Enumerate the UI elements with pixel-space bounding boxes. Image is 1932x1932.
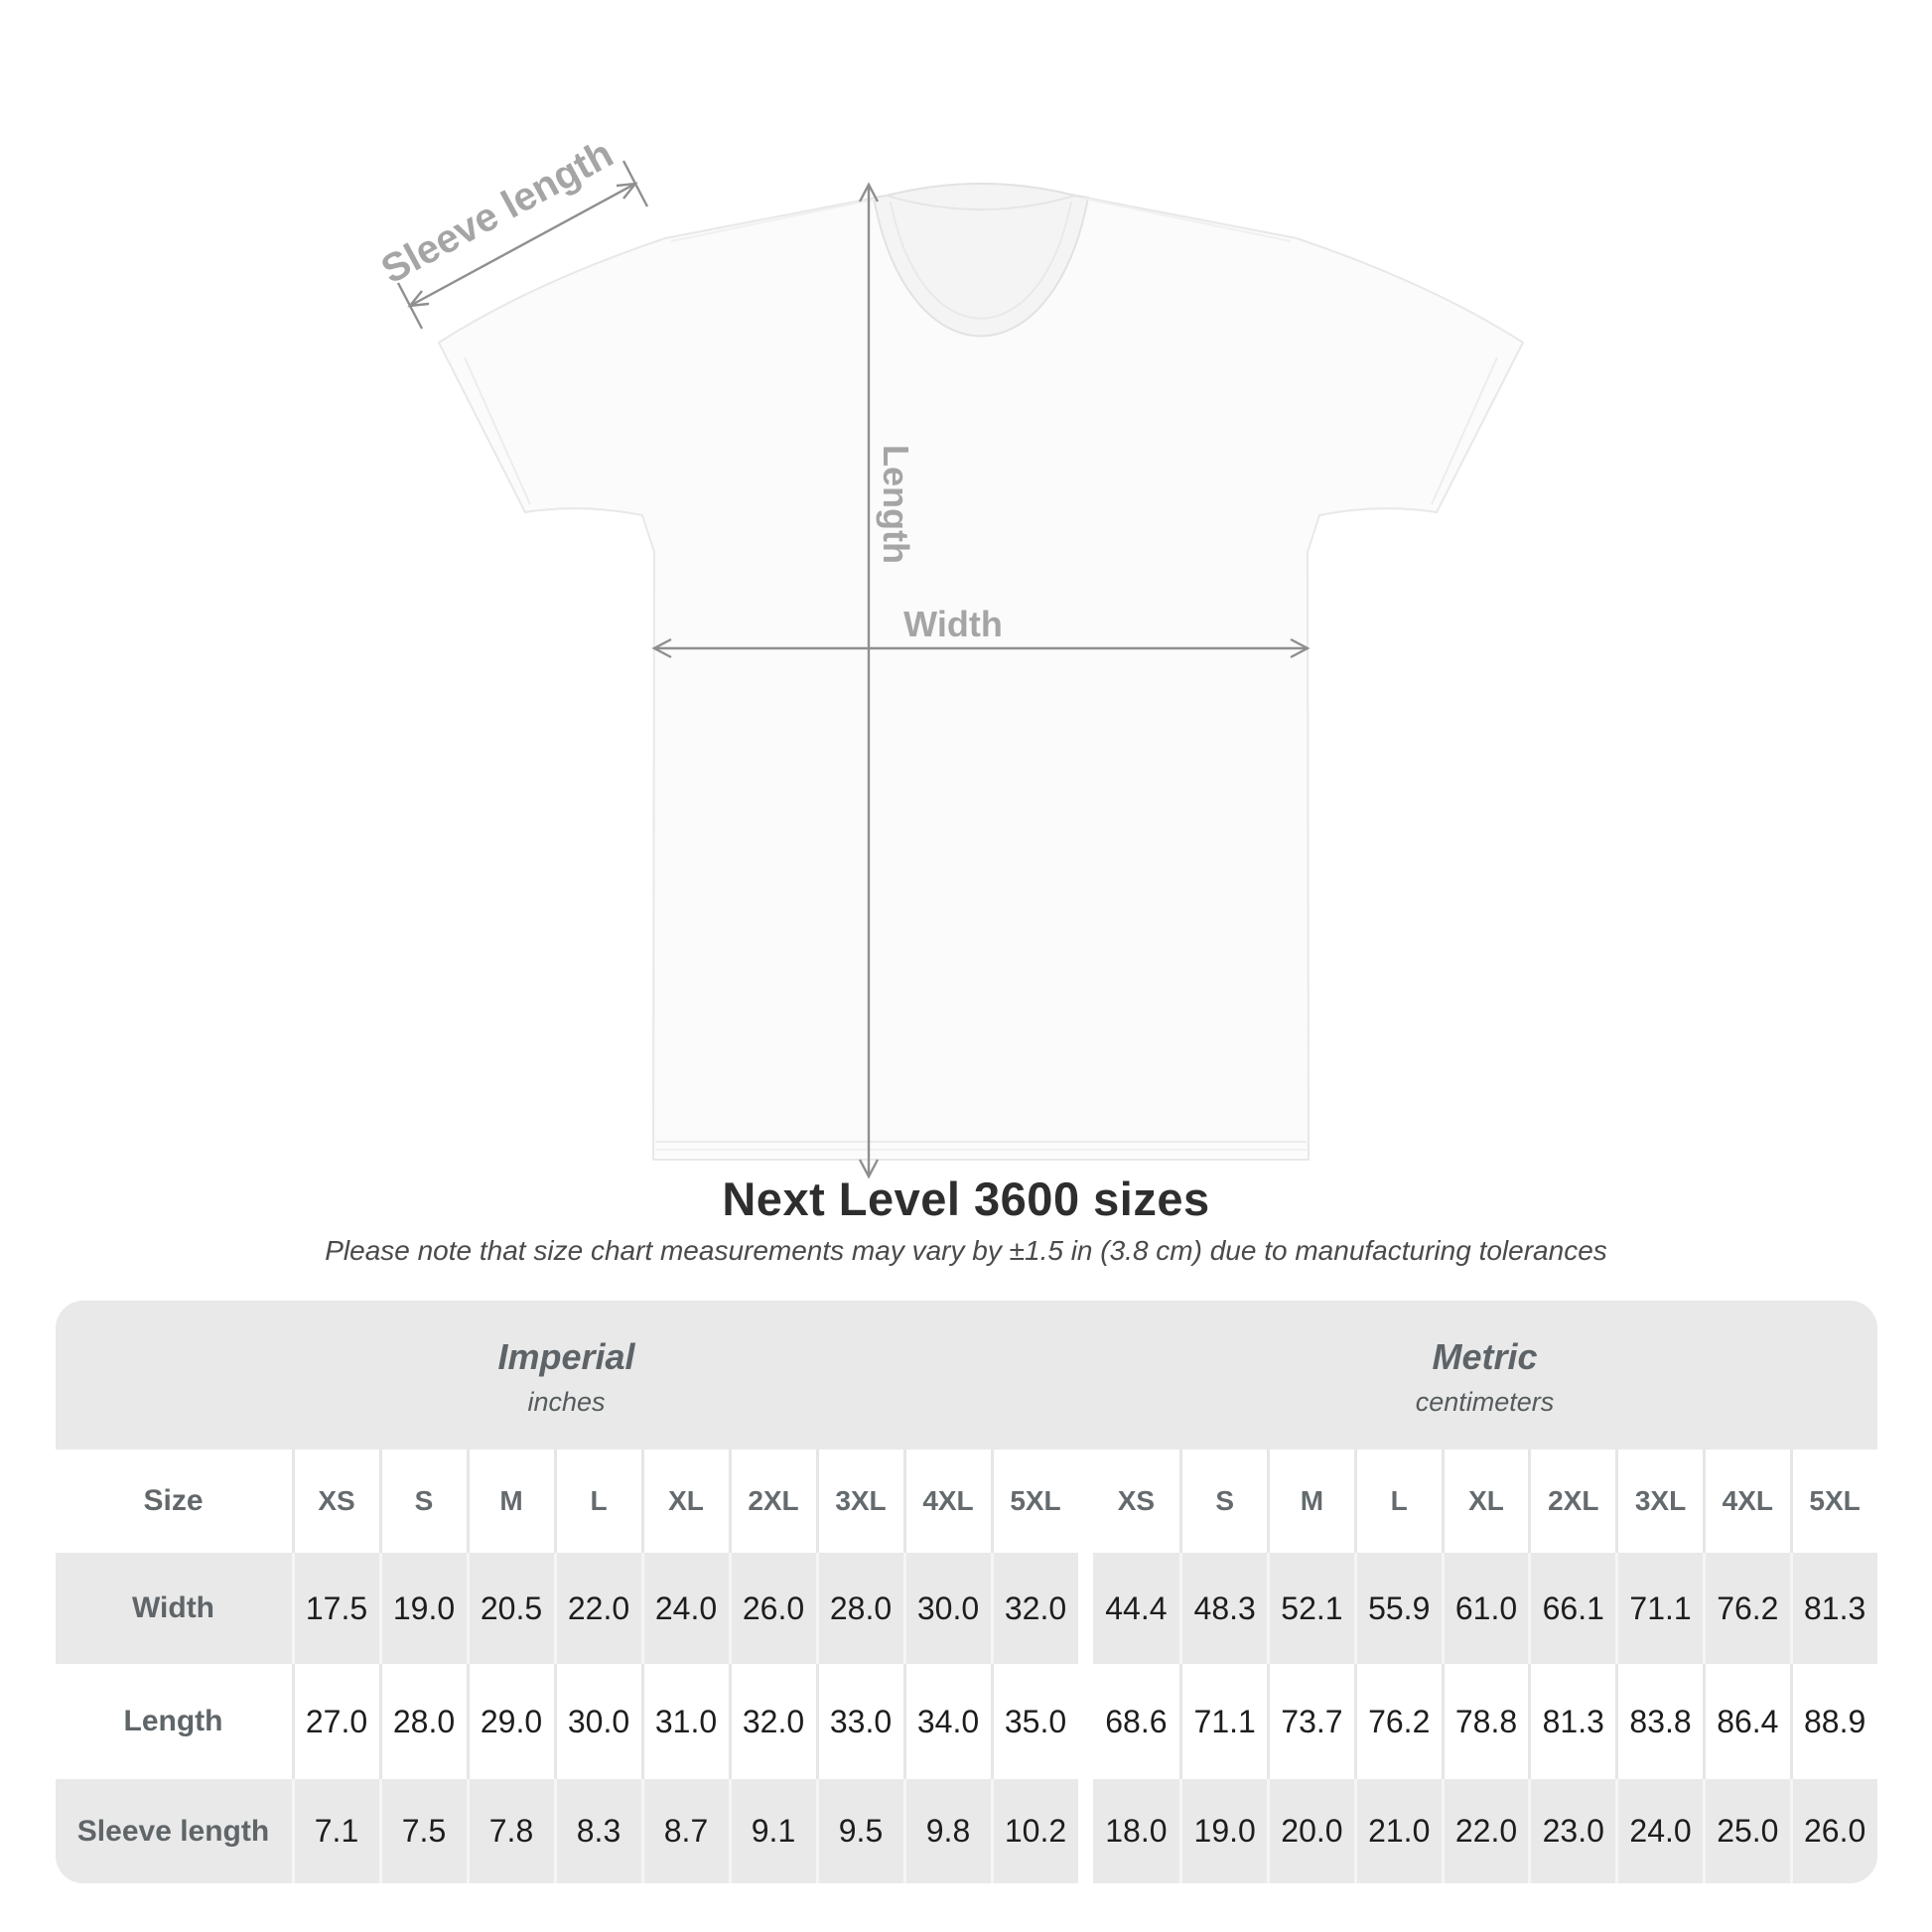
measurement-cell: 19.0 <box>379 1553 467 1664</box>
measurement-cell: 30.0 <box>903 1553 991 1664</box>
imperial-metric-gap <box>1078 1449 1093 1553</box>
measurement-cell: 10.2 <box>991 1779 1078 1883</box>
measurement-cell: 29.0 <box>467 1664 554 1779</box>
measurement-cell: 19.0 <box>1179 1779 1267 1883</box>
measurement-cell: 33.0 <box>816 1664 903 1779</box>
measurement-cell: 81.3 <box>1790 1553 1877 1664</box>
measurement-cell: 66.1 <box>1528 1553 1615 1664</box>
size-table-rows <box>56 1449 1877 1883</box>
size-column-header: 5XL <box>991 1449 1078 1553</box>
measurement-cell: 9.5 <box>816 1779 903 1883</box>
measurement-cell: 26.0 <box>1790 1779 1877 1883</box>
measurement-cell: 24.0 <box>1615 1779 1703 1883</box>
unit-header-band <box>56 1301 1877 1449</box>
row-header: Width <box>131 1591 215 1624</box>
metric-header <box>1093 1301 1877 1449</box>
measurement-cell: 27.0 <box>292 1664 379 1779</box>
size-column-header: XS <box>1117 1485 1156 1516</box>
measurement-cell: 52.1 <box>1267 1553 1354 1664</box>
measurement-cell: 7.5 <box>379 1779 467 1883</box>
measurement-cell: 8.7 <box>641 1779 729 1883</box>
measurement-cell: 48.3 <box>1179 1553 1267 1664</box>
measurement-row <box>56 1779 1877 1883</box>
measurement-cell: 81.3 <box>1528 1664 1615 1779</box>
size-column-header: XS <box>292 1449 379 1553</box>
measurement-cell: 86.4 <box>1703 1664 1790 1779</box>
imperial-unit-label: inches <box>527 1387 606 1417</box>
measurement-cell: 9.8 <box>903 1779 991 1883</box>
size-column-header: M <box>1267 1449 1354 1553</box>
measurement-cell: 68.6 <box>1105 1703 1168 1739</box>
imperial-metric-gap <box>1078 1779 1093 1883</box>
size-corner-header: Size <box>143 1484 204 1517</box>
measurement-cell: 20.5 <box>467 1553 554 1664</box>
size-column-header: 4XL <box>903 1449 991 1553</box>
measurement-cell: 20.0 <box>1267 1779 1354 1883</box>
metric-unit-label: centimeters <box>1415 1387 1555 1417</box>
measurement-cell: 55.9 <box>1354 1553 1442 1664</box>
size-column-header: XL <box>1442 1449 1529 1553</box>
measurement-cell: 78.8 <box>1442 1664 1529 1779</box>
row-header: Length <box>123 1705 223 1737</box>
measurement-cell: 28.0 <box>816 1553 903 1664</box>
unit-band-gap <box>1078 1301 1093 1449</box>
size-column-header: XL <box>641 1449 729 1553</box>
measurement-cell: 21.0 <box>1354 1779 1442 1883</box>
measurement-cell: 32.0 <box>991 1553 1078 1664</box>
metric-title: Metric <box>1432 1336 1538 1377</box>
measurement-cell: 35.0 <box>991 1664 1078 1779</box>
measurement-row <box>56 1664 1877 1779</box>
size-column-header: 3XL <box>816 1449 903 1553</box>
measurement-cell: 88.9 <box>1790 1664 1877 1779</box>
measurement-cell: 22.0 <box>1442 1779 1529 1883</box>
size-column-header: 2XL <box>1528 1449 1615 1553</box>
size-column-header: M <box>467 1449 554 1553</box>
measurement-cell: 71.1 <box>1179 1664 1267 1779</box>
imperial-header <box>56 1301 1078 1449</box>
width-label: Width <box>903 604 1003 644</box>
measurement-cell: 18.0 <box>1105 1813 1168 1849</box>
measurement-cell: 31.0 <box>641 1664 729 1779</box>
size-column-header: 3XL <box>1615 1449 1703 1553</box>
measurement-cell: 61.0 <box>1442 1553 1529 1664</box>
size-column-header: 4XL <box>1703 1449 1790 1553</box>
imperial-metric-gap <box>1078 1553 1093 1664</box>
page-title: Next Level 3600 sizes <box>722 1173 1210 1225</box>
size-column-header: S <box>379 1449 467 1553</box>
measurement-cell: 9.1 <box>729 1779 816 1883</box>
size-header-row <box>56 1449 1877 1553</box>
measurement-row <box>56 1553 1877 1664</box>
measurement-cell: 7.8 <box>467 1779 554 1883</box>
measurement-cell: 73.7 <box>1267 1664 1354 1779</box>
tolerance-note: Please note that size chart measurements may vary by ±1.5 in (3.8 cm) due to manufacturing tolerances <box>325 1235 1607 1266</box>
measurement-cell: 25.0 <box>1703 1779 1790 1883</box>
measurement-cell: 8.3 <box>554 1779 641 1883</box>
size-chart-table <box>56 1301 1877 1883</box>
imperial-metric-gap <box>1078 1664 1093 1779</box>
imperial-title: Imperial <box>497 1336 635 1377</box>
measurement-cell: 7.1 <box>292 1779 379 1883</box>
measurement-cell: 26.0 <box>729 1553 816 1664</box>
measurement-cell: 30.0 <box>554 1664 641 1779</box>
measurement-cell: 83.8 <box>1615 1664 1703 1779</box>
measurement-cell: 17.5 <box>292 1553 379 1664</box>
size-column-header: L <box>554 1449 641 1553</box>
size-column-header: L <box>1354 1449 1442 1553</box>
row-header: Sleeve length <box>76 1814 270 1848</box>
size-column-header: 5XL <box>1790 1449 1877 1553</box>
measurement-cell: 22.0 <box>554 1553 641 1664</box>
measurement-cell: 28.0 <box>379 1664 467 1779</box>
measurement-cell: 23.0 <box>1528 1779 1615 1883</box>
length-label: Length <box>876 445 916 564</box>
measurement-cell: 24.0 <box>641 1553 729 1664</box>
measurement-cell: 76.2 <box>1703 1553 1790 1664</box>
measurement-cell: 34.0 <box>903 1664 991 1779</box>
size-column-header: S <box>1179 1449 1267 1553</box>
measurement-cell: 71.1 <box>1615 1553 1703 1664</box>
size-column-header: 2XL <box>729 1449 816 1553</box>
sleeve-length-label: Sleeve length <box>373 131 621 293</box>
measurement-cell: 44.4 <box>1105 1589 1168 1626</box>
measurement-cell: 32.0 <box>729 1664 816 1779</box>
measurement-cell: 76.2 <box>1354 1664 1442 1779</box>
